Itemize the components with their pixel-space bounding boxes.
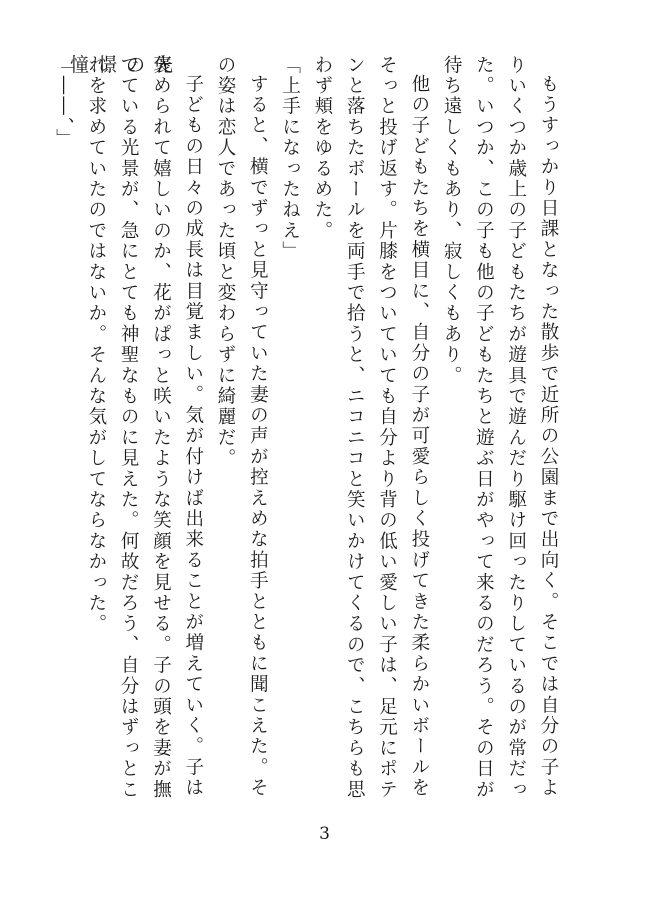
vertical-body-text [53, 55, 564, 815]
paragraph-2: 他の子どもたちを横目に、自分の子が可愛らしく投げてきた柔らかいボールをそっと投げ返す。片膝をついていても自分より背の低い愛しい子は、足元にポテンと落ちたボールを両手で拾うと、ニコニコと笑いかけてくるので、こちらも思わず頬をゆるめた。 [311, 55, 430, 801]
paragraph-1: もうすっかり日課となった散歩で近所の公園まで出向く。そこでは自分の子よりいくつか歳上の子どもたちが遊具で遊んだり駆け回ったりしているのが常だった。いつか、この子も他の子どもたちと遊ぶ日がやって来るのだろう。その日が待ち遠しくもあり、寂しくもあり。 [441, 55, 559, 801]
paragraph-4: 子どもの日々の成長は目覚ましい。気が付けば出来ることが増えていく。子は褒められて嬉しいのか、花がぱっと咲いたような笑顔を見せる。子の頭を妻が撫でている光景が、急にとても神聖なものに見えた。何故だろう、自分はずっとこれを求めていたのではないか。そんな気がしてならなかった。 [85, 55, 204, 801]
dialogue-2: 「――、」 [53, 55, 75, 150]
page-number: 3 [319, 824, 330, 844]
chapter-title: 憧憬の先 [70, 54, 183, 76]
dialogue-1: 「上手になったねえ」 [279, 55, 301, 262]
paragraph-3: すると、横でずっと見守っていた妻の声が控えめな拍手とともに聞こえた。その姿は恋人であった頃と変わらずに綺麗だ。 [215, 55, 269, 798]
